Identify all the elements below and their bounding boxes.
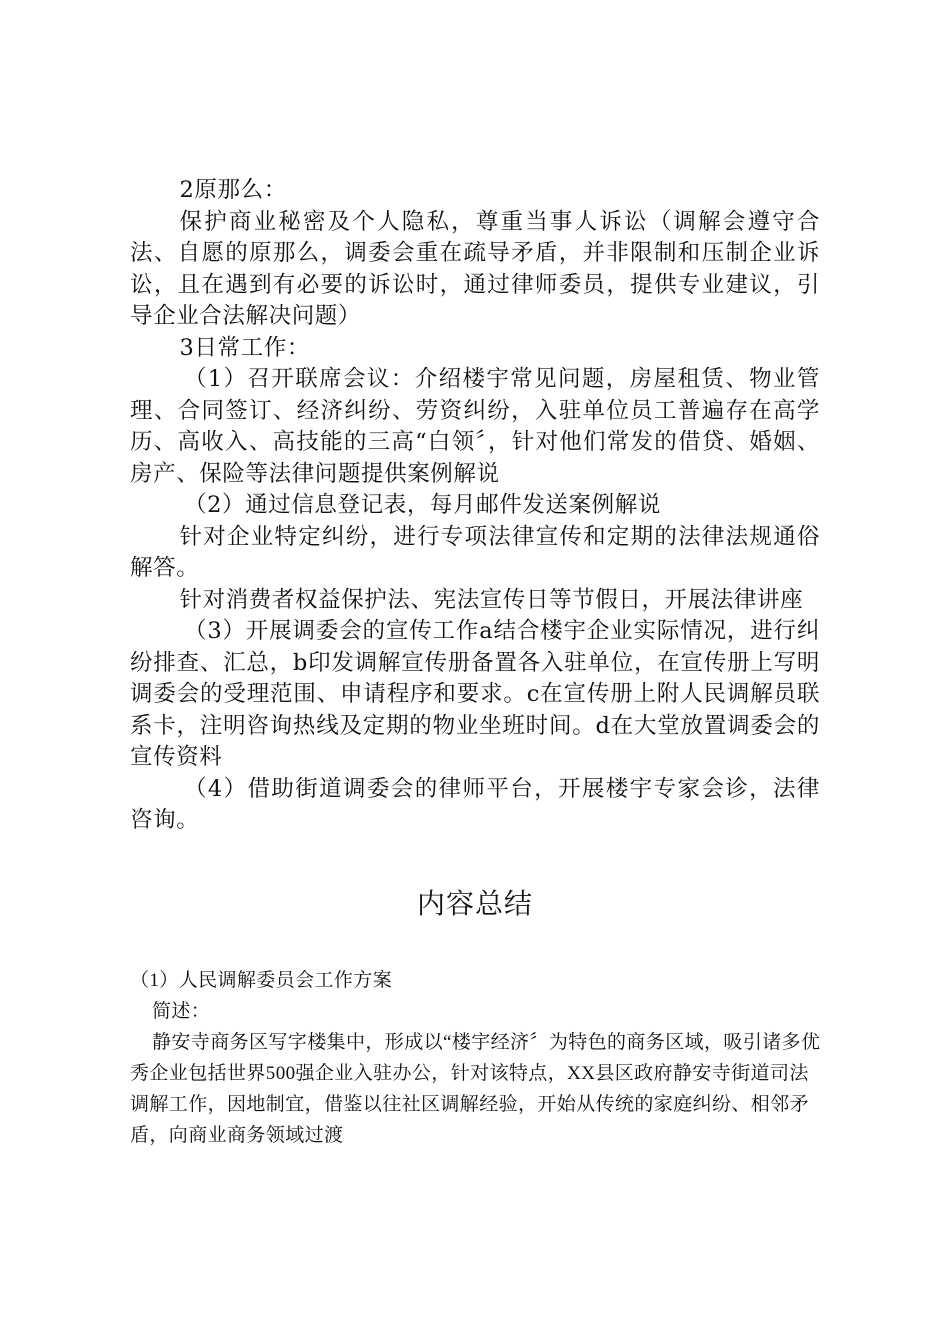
document-body bbox=[130, 175, 820, 837]
summary-subtitle: 简述： bbox=[152, 1001, 211, 1022]
principle-heading: 2原那么： bbox=[179, 177, 287, 203]
joint-meeting-paragraph: （1）召开联席会议：介绍楼宇常见问题，房屋租赁、物业管理、合同签订、经济纠纷、劳资纠纷，入驻单位员工普遍存在高学历、高收入、高技能的三高“白领〞，针对他们常发的借贷、婚姻、房产、保险等法律问题提供案例解说 bbox=[130, 366, 820, 487]
summary-heading: 内容总结 bbox=[416, 887, 533, 920]
publicity-work-paragraph: （3）开展调委会的宣传工作a结合楼宇企业实际情况，进行纠纷排查、汇总，b印发调解宣传册备置各入驻单位，在宣传册上写明调委会的受理范围、申请程序和要求。c在宣传册上附人民调解员联系卡，注明咨询热线及定期的物业坐班时间。d在大堂放置调委会的宣传资料 bbox=[130, 618, 820, 770]
lecture-paragraph: 针对消费者权益保护法、宪法宣传日等节假日，开展法律讲座 bbox=[179, 586, 804, 613]
legal-publicity-paragraph: 针对企业特定纠纷，进行专项法律宣传和定期的法律法规通俗解答。 bbox=[130, 523, 820, 581]
principle-paragraph: 保护商业秘密及个人隐私，尊重当事人诉讼（调解会遵守合法、自愿的原那么，调委会重在疏导矛盾，并非限制和压制企业诉讼，且在遇到有必要的诉讼时，通过律师委员，提供专业建议，引导企业合法解决问题） bbox=[130, 208, 820, 329]
lawyer-platform-paragraph: （4）借助街道调委会的律师平台，开展楼宇专家会诊，法律咨询。 bbox=[130, 775, 820, 833]
summary-paragraph: 静安寺商务区写字楼集中，形成以“楼宇经济〞为特色的商务区域，吸引诸多优秀企业包括世界500强企业入驻办公，针对该特点，XX县区政府静安寺街道司法调解工作，因地制宜，借鉴以往社区调解经验，开始从传统的家庭纠纷、相邻矛盾，向商业商务领域过渡 bbox=[130, 1032, 821, 1146]
summary-section bbox=[130, 965, 825, 1151]
summary-title: （1）人民调解委员会工作方案 bbox=[130, 970, 393, 991]
info-registration-paragraph: （2）通过信息登记表，每月邮件发送案例解说 bbox=[184, 492, 661, 518]
daily-work-heading: 3日常工作： bbox=[179, 334, 310, 361]
